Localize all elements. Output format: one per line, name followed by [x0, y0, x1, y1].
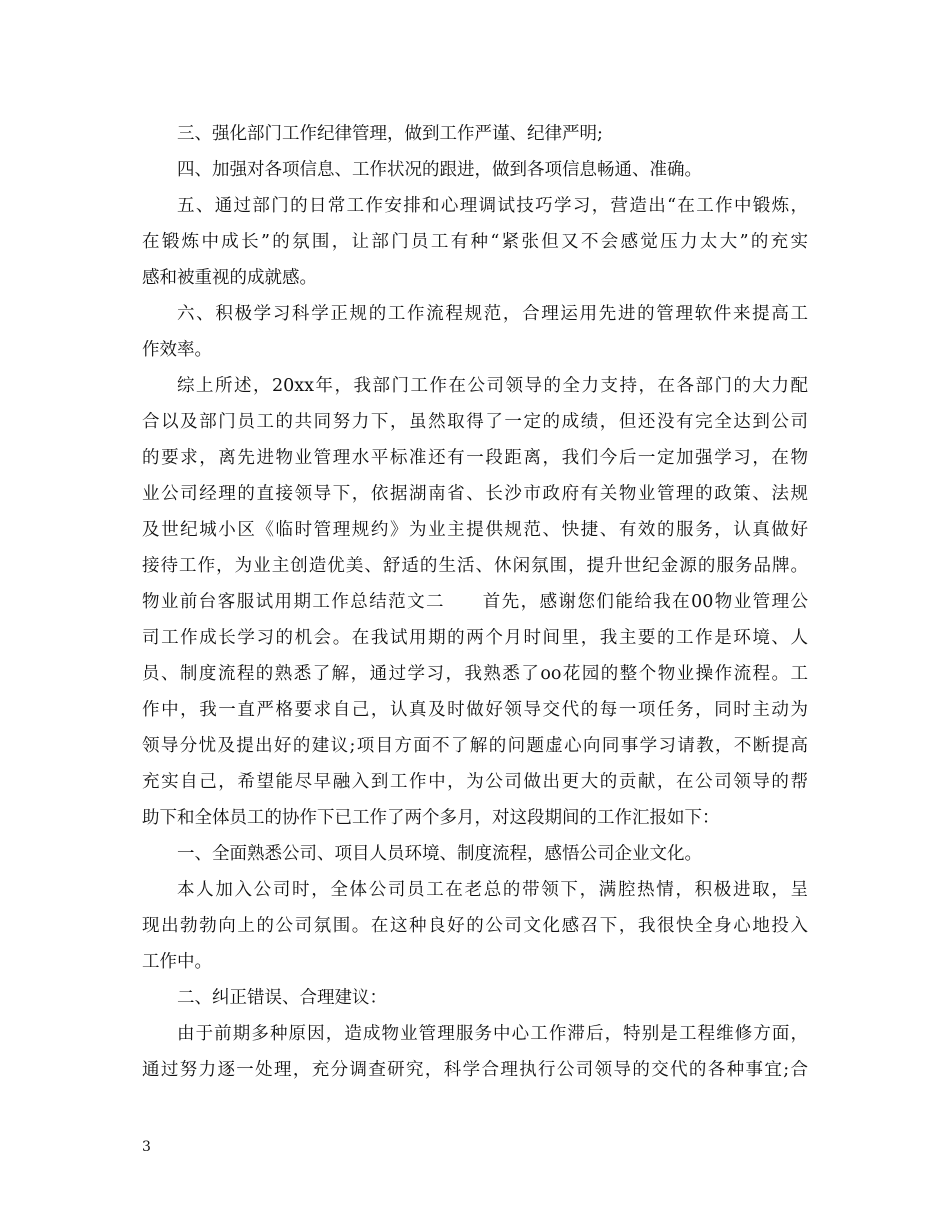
text-line: 司工作成长学习的机会。在我试用期的两个月时间里，我主要的工作是环境、人: [142, 628, 808, 648]
text-line: 合以及部门员工的共同努力下，虽然取得了一定的成绩，但还没有完全达到公司: [142, 412, 808, 432]
text-line: 及世纪城小区《临时管理规约》为业主提供规范、快捷、有效的服务，认真做好: [142, 520, 808, 540]
text-line: 助下和全体员工的协作下已工作了两个多月，对这段期间的工作汇报如下：: [142, 808, 720, 828]
text-line: 现出勃勃向上的公司氛围。在这种良好的公司文化感召下，我很快全身心地投入: [142, 916, 808, 936]
document-body: [142, 116, 808, 1088]
text-line: 充实自己，希望能尽早融入到工作中，为公司做出更大的贡献，在公司领导的帮: [142, 772, 808, 792]
text-line: 业公司经理的直接领导下，依据湖南省、长沙市政府有关物业管理的政策、法规: [142, 484, 808, 504]
text-line: 本人加入公司时，全体公司员工在老总的带领下，满腔热情，积极进取，呈: [177, 880, 808, 900]
page-number: 3: [142, 1139, 151, 1155]
text-line: 领导分忧及提出好的建议;项目方面不了解的问题虚心向同事学习请教，不断提高: [142, 736, 808, 756]
text-line: 在锻炼中成长”的氛围，让部门员工有种“紧张但又不会感觉压力太大”的充实: [142, 232, 808, 252]
text-line: 综上所述，20xx年，我部门工作在公司领导的全力支持，在各部门的大力配: [177, 376, 808, 396]
text-line: 二、纠正错误、合理建议：: [177, 988, 387, 1008]
text-line: 一、全面熟悉公司、项目人员环境、制度流程，感悟公司企业文化。: [177, 844, 702, 864]
text-line: 物业前台客服试用期工作总结范文二 首先，感谢您们能给我在00物业管理公: [142, 592, 808, 612]
text-line: 的要求，离先进物业管理水平标准还有一段距离，我们今后一定加强学习，在物: [142, 448, 808, 468]
text-line: 作效率。: [142, 340, 212, 360]
text-line: 接待工作，为业主创造优美、舒适的生活、休闲氛围，提升世纪金源的服务品牌。: [142, 556, 808, 576]
text-line: 四、加强对各项信息、工作状况的跟进，做到各项信息畅通、准确。: [177, 160, 702, 180]
text-line: 三、强化部门工作纪律管理，做到工作严谨、纪律严明;: [177, 124, 603, 144]
text-line: 作中，我一直严格要求自己，认真及时做好领导交代的每一项任务，同时主动为: [142, 700, 808, 720]
text-line: 六、积极学习科学正规的工作流程规范，合理运用先进的管理软件来提高工: [177, 304, 808, 324]
text-line: 通过努力逐一处理，充分调查研究，科学合理执行公司领导的交代的各种事宜;合: [142, 1060, 808, 1080]
text-line: 员、制度流程的熟悉了解，通过学习，我熟悉了oo花园的整个物业操作流程。工: [142, 664, 808, 684]
text-line: 由于前期多种原因，造成物业管理服务中心工作滞后，特别是工程维修方面，: [177, 1024, 808, 1044]
text-line: 五、通过部门的日常工作安排和心理调试技巧学习，营造出“在工作中锻炼，: [177, 196, 808, 216]
text-line: 感和被重视的成就感。: [142, 268, 317, 288]
text-line: 工作中。: [142, 952, 212, 972]
